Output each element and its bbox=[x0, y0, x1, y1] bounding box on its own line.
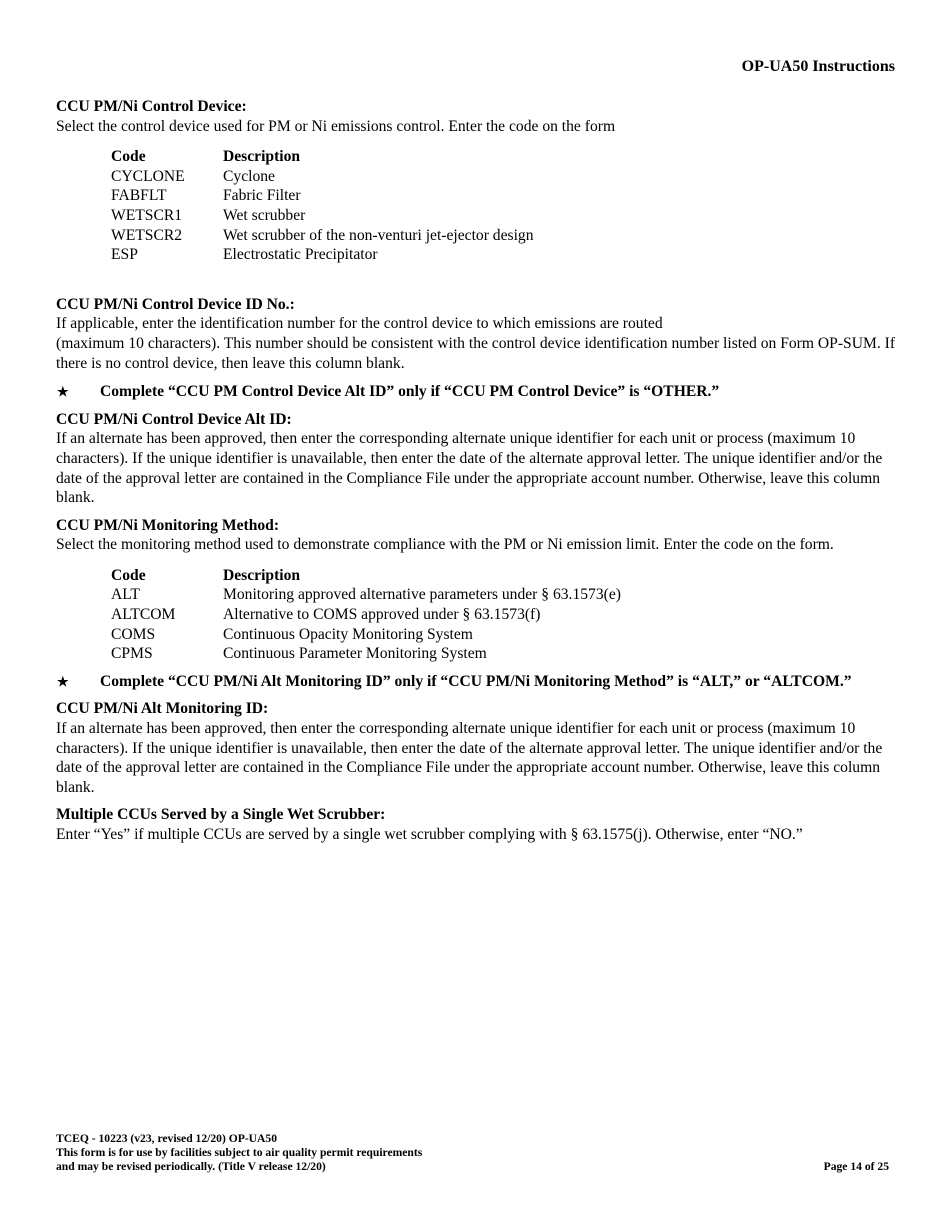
table-header-row bbox=[111, 147, 534, 167]
code-cell: ALTCOM bbox=[111, 606, 176, 624]
description-cell: Wet scrubber bbox=[223, 206, 306, 224]
section-body: Enter “Yes” if multiple CCUs are served by a single wet scrubber complying with § 63.1575(j). Otherwise, enter “NO.” bbox=[56, 826, 803, 843]
page-header-title: OP-UA50 Instructions bbox=[741, 58, 895, 75]
section-monitoring-method bbox=[56, 516, 896, 664]
table-row bbox=[111, 245, 534, 265]
code-cell: WETSCR2 bbox=[111, 226, 183, 244]
footer-form-id: TCEQ - 10223 (v23, revised 12/20) OP-UA50 bbox=[56, 1132, 278, 1145]
code-cell: ESP bbox=[111, 246, 138, 264]
table-row bbox=[111, 167, 534, 187]
page-footer bbox=[56, 1132, 889, 1174]
table-header-row bbox=[111, 566, 621, 586]
code-cell: FABFLT bbox=[111, 187, 167, 205]
table-row bbox=[111, 206, 534, 226]
code-cell: CYCLONE bbox=[111, 167, 185, 185]
section-body: Select the control device used for PM or Ni emissions control. Enter the code on the form bbox=[56, 117, 616, 135]
column-header-code: Code bbox=[111, 148, 146, 166]
footer-usage-note: This form is for use by facilities subject to air quality permit requirements bbox=[56, 1146, 423, 1159]
code-cell: CPMS bbox=[111, 645, 153, 663]
document-body bbox=[56, 97, 896, 845]
section-title: CCU PM/Ni Control Device ID No.: bbox=[56, 295, 295, 313]
section-title: CCU PM/Ni Monitoring Method: bbox=[56, 516, 280, 534]
monitoring-method-code-table bbox=[111, 566, 621, 664]
description-cell: Electrostatic Precipitator bbox=[223, 246, 378, 264]
table-row bbox=[111, 625, 621, 645]
footer-release-note: and may be revised periodically. (Title V release 12/20) bbox=[56, 1160, 326, 1173]
control-device-code-table bbox=[111, 147, 534, 265]
note-text: Complete “CCU PM/Ni Alt Monitoring ID” only if “CCU PM/Ni Monitoring Method” is “ALT,” or “ALTCOM.” bbox=[100, 672, 852, 690]
column-header-code: Code bbox=[111, 566, 146, 584]
table-row bbox=[111, 605, 621, 625]
section-title: CCU PM/Ni Control Device: bbox=[56, 98, 247, 115]
table-row bbox=[111, 585, 621, 605]
section-control-device bbox=[56, 97, 896, 265]
star-icon: ★ bbox=[57, 673, 69, 689]
section-body: If an alternate has been approved, then enter the corresponding alternate unique identifier for each unit or process (maximum 10 characters). If the unique identifier is unavailable, then enter the date of the alternate approval letter. The unique identifier and/or the date of the approval letter are contained in the Compliance File under the appropriate account number. Otherwise, leave this column blank. bbox=[56, 430, 883, 507]
star-icon: ★ bbox=[57, 384, 69, 400]
description-cell: Alternative to COMS approved under § 63.1573(f) bbox=[223, 606, 541, 624]
section-body: Select the monitoring method used to demonstrate compliance with the PM or Ni emission limit. Enter the code on the form. bbox=[56, 536, 834, 554]
description-cell: Fabric Filter bbox=[223, 187, 301, 205]
section-title: CCU PM/Ni Alt Monitoring ID: bbox=[56, 700, 269, 718]
code-cell: WETSCR1 bbox=[111, 206, 183, 224]
code-cell: ALT bbox=[111, 586, 140, 604]
table-row bbox=[111, 226, 534, 246]
page-number: Page 14 of 25 bbox=[823, 1160, 889, 1173]
section-multiple-ccus bbox=[56, 805, 896, 844]
description-cell: Monitoring approved alternative parameters under § 63.1573(e) bbox=[223, 586, 621, 604]
description-cell: Continuous Parameter Monitoring System bbox=[223, 645, 487, 663]
section-body-line: If applicable, enter the identification number for the control device to which emissions are routed bbox=[56, 315, 663, 333]
description-cell: Continuous Opacity Monitoring System bbox=[223, 625, 473, 643]
code-cell: COMS bbox=[111, 625, 156, 643]
table-row bbox=[111, 644, 621, 664]
section-title: Multiple CCUs Served by a Single Wet Scrubber: bbox=[56, 806, 386, 824]
section-title: CCU PM/Ni Control Device Alt ID: bbox=[56, 410, 292, 428]
section-body: If an alternate has been approved, then enter the corresponding alternate unique identifier for each unit or process (maximum 10 characters). If the unique identifier is unavailable, then enter the date of the alternate approval letter. The unique identifier and/or the date of the approval letter are contained in the Compliance File under the appropriate account number. Otherwise, leave this column blank. bbox=[56, 720, 883, 796]
table-row bbox=[111, 186, 534, 206]
column-header-description: Description bbox=[223, 148, 301, 166]
section-body-line: (maximum 10 characters). This number should be consistent with the control device identification number listed on Form OP-SUM. If there is no control device, then leave this column blank. bbox=[56, 334, 896, 372]
section-alt-monitoring-id bbox=[56, 699, 896, 797]
section-control-device-id bbox=[56, 295, 896, 373]
column-header-description: Description bbox=[223, 566, 301, 584]
note-alt-monitoring-id bbox=[56, 672, 896, 692]
note-control-device-alt-id bbox=[56, 382, 896, 402]
description-cell: Cyclone bbox=[223, 167, 275, 185]
note-text: Complete “CCU PM Control Device Alt ID” only if “CCU PM Control Device” is “OTHER.” bbox=[100, 383, 720, 401]
description-cell: Wet scrubber of the non-venturi jet-ejector design bbox=[223, 226, 534, 244]
section-control-device-alt-id bbox=[56, 410, 896, 508]
